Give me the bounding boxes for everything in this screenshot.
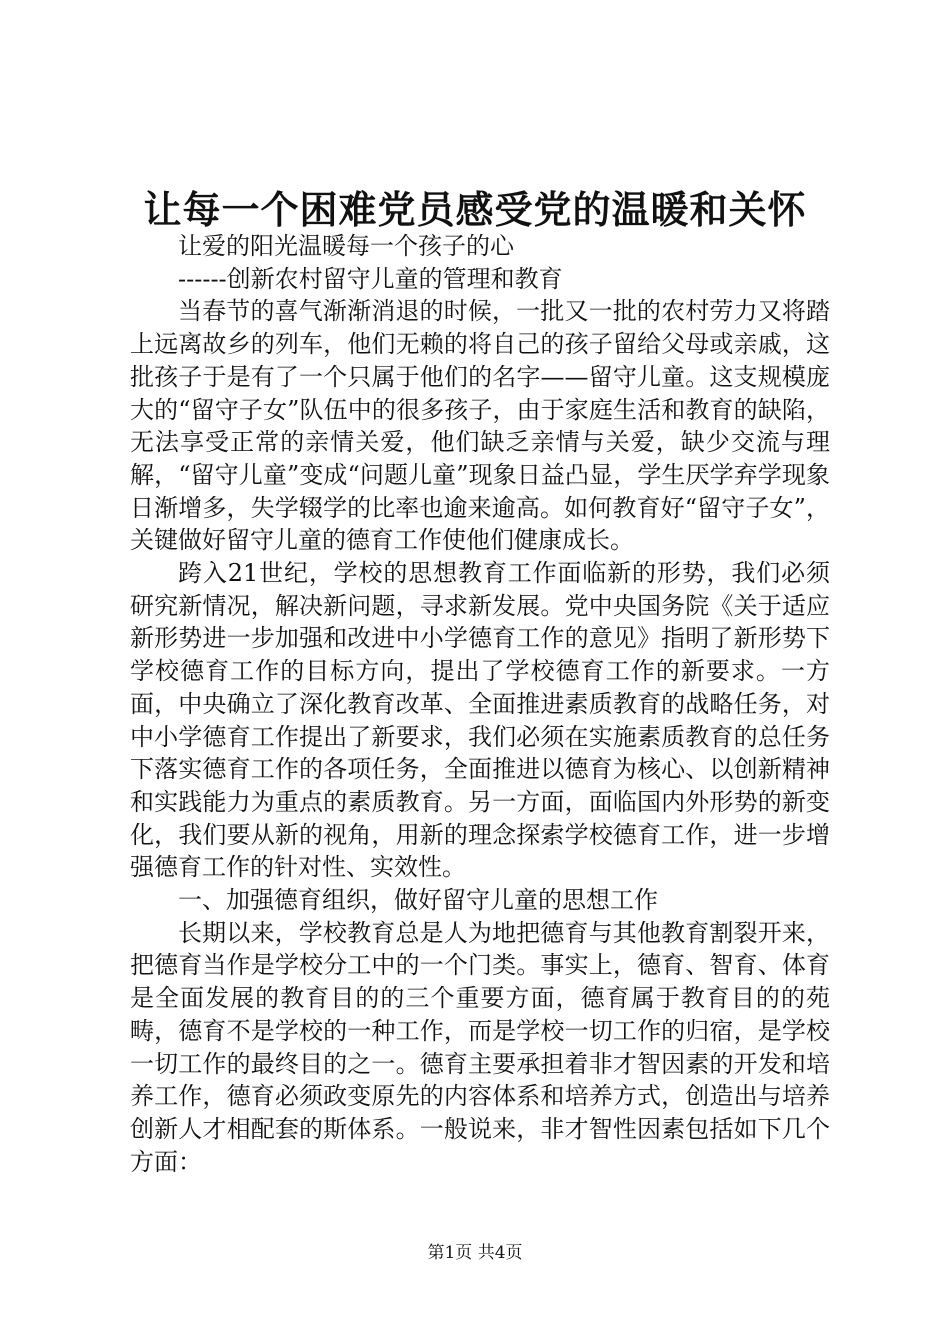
section-heading: 一、加强德育组织，做好留守儿童的思想工作 bbox=[178, 886, 658, 915]
body-paragraph: 跨入21世纪，学校的思想教育工作面临新的形势，我们必须研究新情况，解决新问题，寻求新发展。党中央国务院《关于适应新形势进一步加强和改进中小学德育工作的意见》指明了新形势下学校德育工作的目标方向，提出了学校德育工作的新要求。一方面，中央确立了深化教育改革、全面推进素质教育的战略任务，对中小学德育工作提出了新要求，我们必须在实施素质教育的总任务下落实德育工作的各项任务，全面推进以德育为核心、以创新精神和实践能力为重点的素质教育。另一方面，面临国内外形势的新变化，我们要从新的视角，用新的理念探索学校德育工作，进一步增强德育工作的针对性、实效性。 bbox=[130, 559, 830, 882]
document-title: 让每一个困难党员感受党的温暖和关怀 bbox=[143, 187, 807, 232]
document-body bbox=[130, 230, 830, 1178]
subtitle-line: 让爱的阳光温暖每一个孩子的心 bbox=[178, 232, 514, 260]
body-paragraph: 当春节的喜气渐渐消退的时候，一批又一批的农村劳力又将踏上远离故乡的列车，他们无赖的将自己的孩子留给父母或亲戚，这批孩子于是有了一个只属于他们的名字——留守儿童。这支规模庞大的“留守子女”队伍中的很多孩子，由于家庭生活和教育的缺陷，无法享受正常的亲情关爱，他们缺乏亲情与关爱，缺少交流与理解，“留守儿童”变成“问题儿童”现象日益凸显，学生厌学弃学现象日渐增多，失学辍学的比率也逾来逾高。如何教育好“留守子女”，关键做好留守儿童的德育工作使他们健康成长。 bbox=[130, 297, 830, 555]
subtitle-subline: ------创新农村留守儿童的管理和教育 bbox=[178, 264, 563, 293]
body-paragraph: 长期以来，学校教育总是人为地把德育与其他教育割裂开来，把德育当作是学校分工中的一个门类。事实上，德育、智育、体育是全面发展的教育目的的三个重要方面，德育属于教育目的的苑畴，德育不是学校的一种工作，而是学校一切工作的归宿，是学校一切工作的最终目的之一。德育主要承担着非才智因素的开发和培养工作，德育必须政变原先的内容体系和培养方式，创造出与培养创新人才相配套的斯体系。一般说来，非才智性因素包括如下几个方面： bbox=[130, 918, 830, 1176]
page-number-footer: 第1页 共4页 bbox=[427, 1243, 523, 1263]
